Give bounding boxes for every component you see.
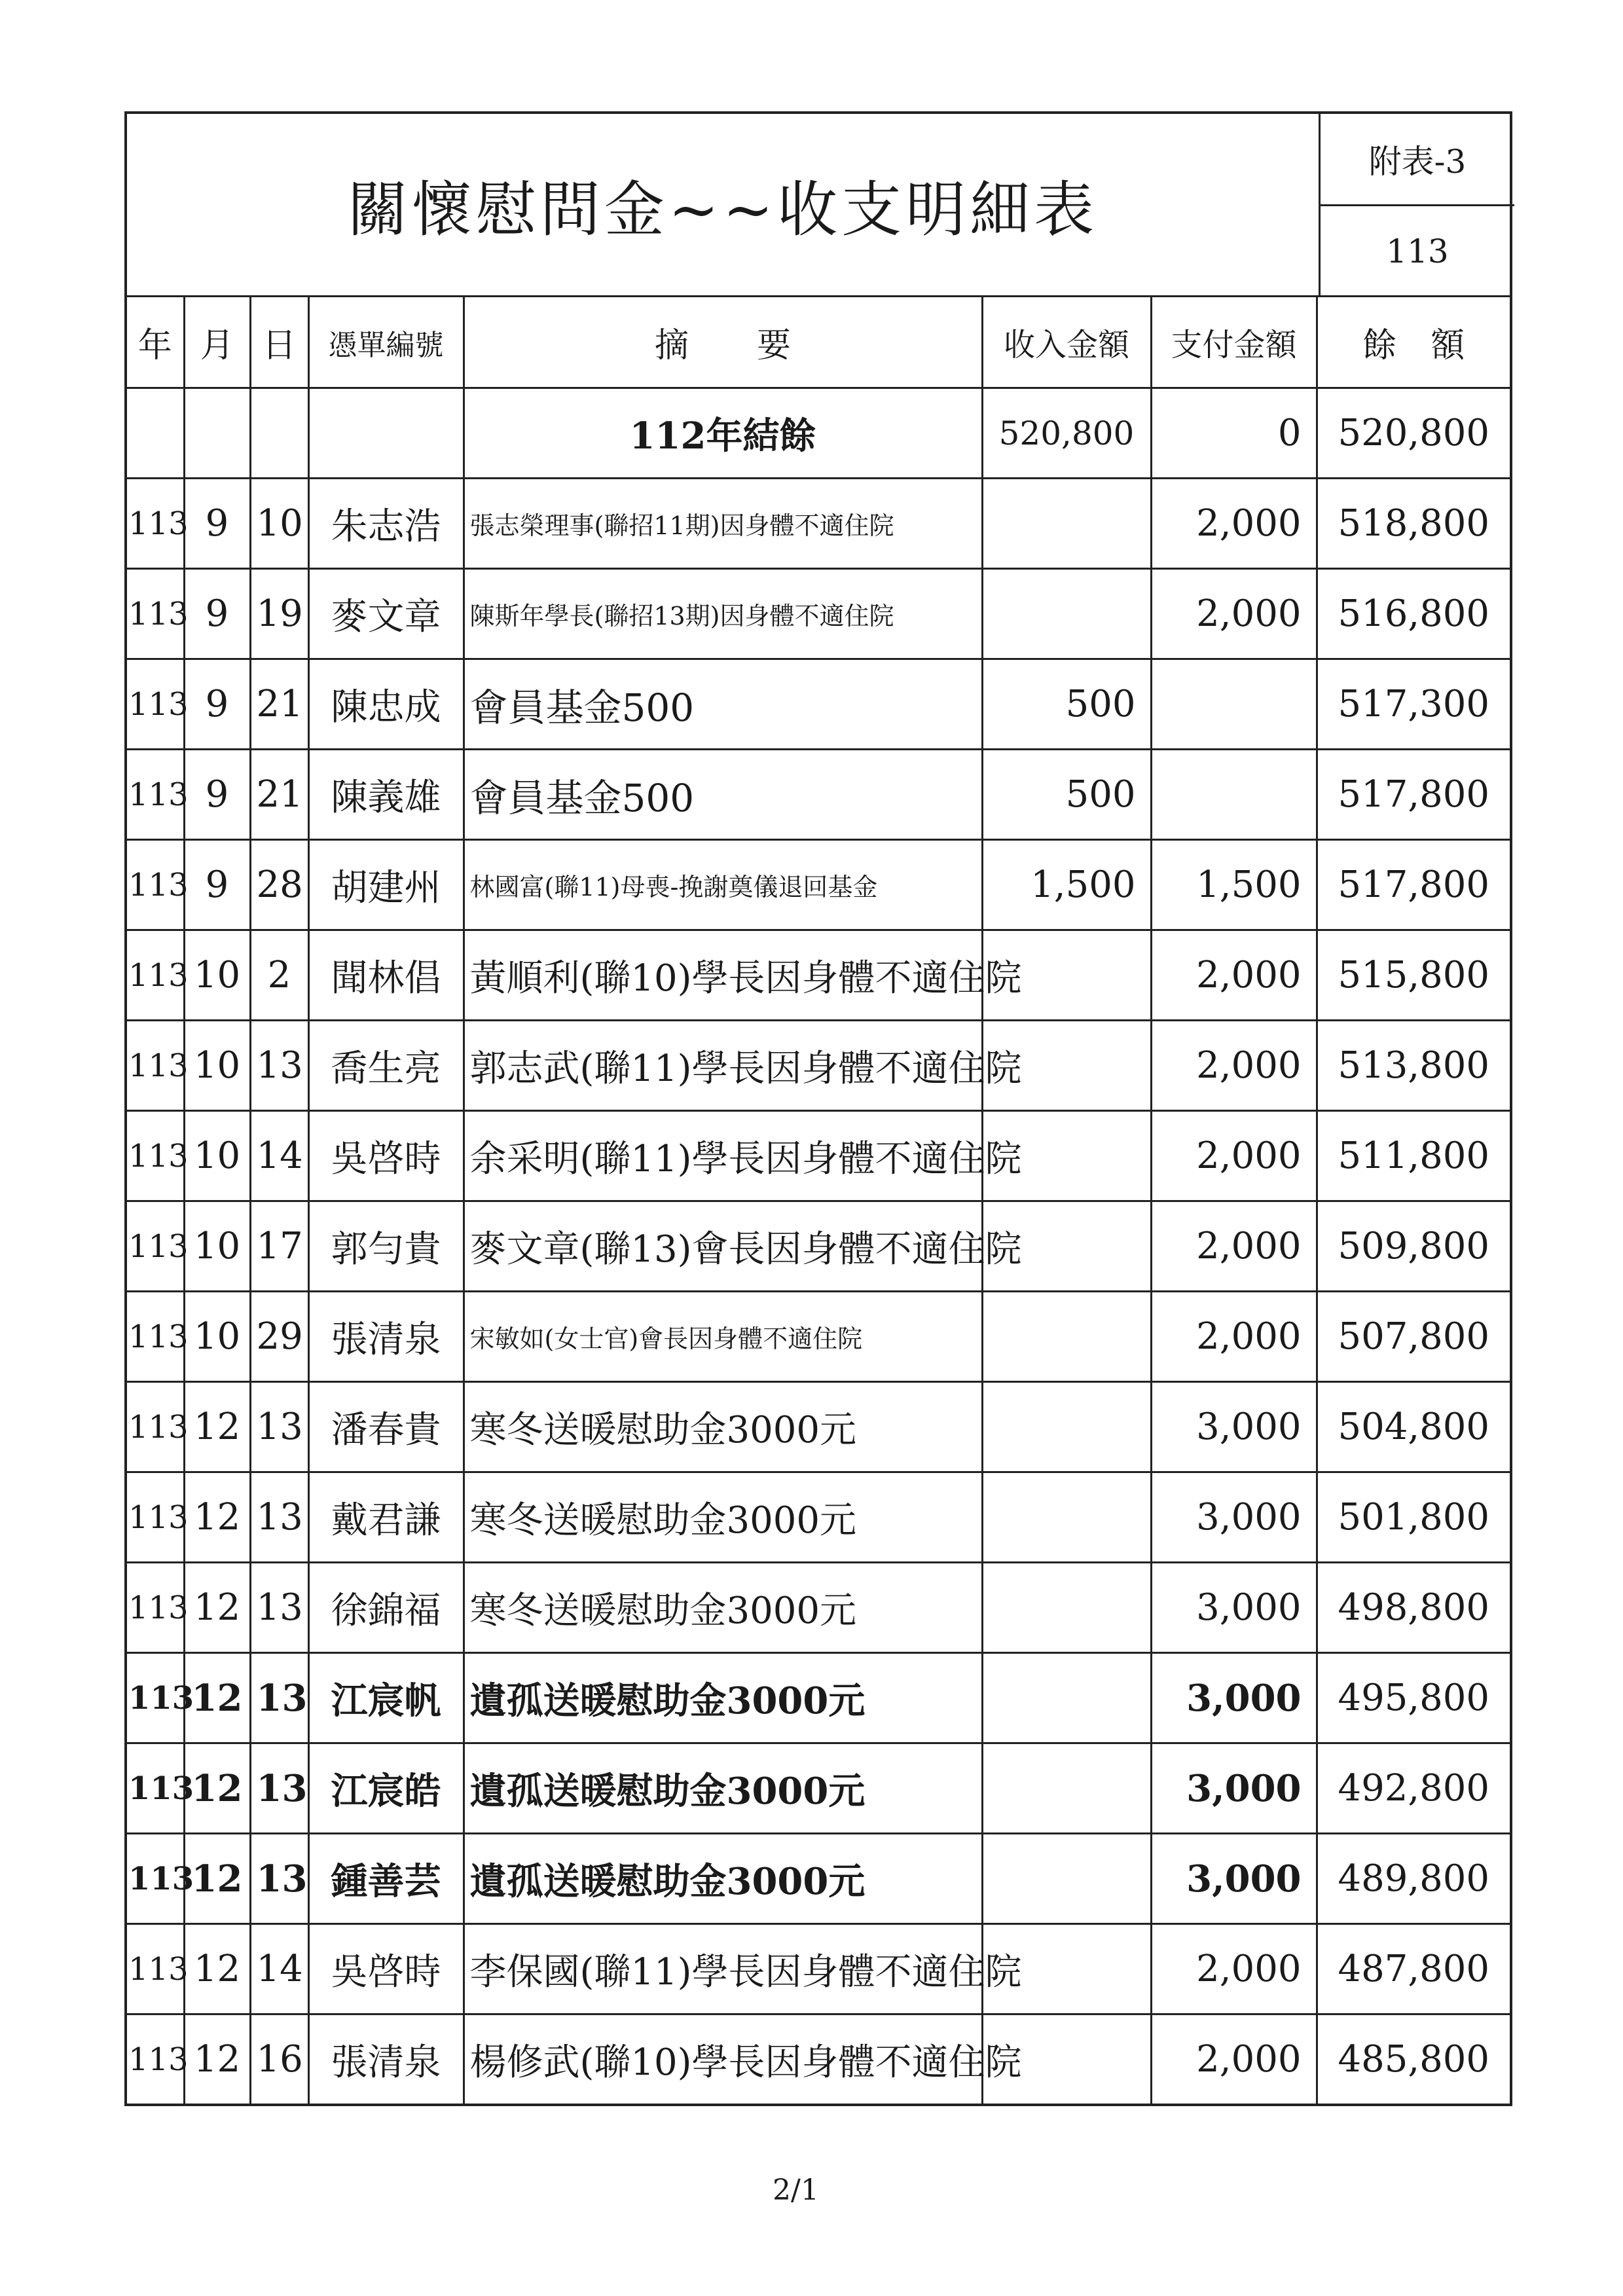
cell-expense: 2,000 [1151, 1924, 1317, 2014]
ledger-grid [127, 297, 1510, 2104]
cell-month: 9 [184, 750, 250, 840]
cell-voucher-name: 戴君謙 [308, 1472, 464, 1563]
header-month: 月 [184, 297, 250, 388]
cell-balance: 485,800 [1317, 2014, 1510, 2104]
cell-summary: 遺孤送暖慰助金3000元 [464, 1834, 982, 1924]
cell-month: 10 [184, 1292, 250, 1382]
header-balance: 餘 額 [1317, 297, 1510, 388]
cell-expense [1151, 750, 1317, 840]
table-row [127, 479, 1510, 569]
cell-income [982, 1382, 1151, 1472]
cell-summary: 林國富(聯11)母喪-挽謝奠儀退回基金 [464, 840, 982, 930]
table-row [127, 1111, 1510, 1201]
cell-voucher-name: 張清泉 [308, 1292, 464, 1382]
cell-expense: 3,000 [1151, 1743, 1317, 1834]
cell-balance: 517,800 [1317, 750, 1510, 840]
cell-voucher-name: 陳忠成 [308, 659, 464, 750]
cell-summary: 郭志武(聯11)學長因身體不適住院 [464, 1021, 982, 1111]
cell-summary: 李保國(聯11)學長因身體不適住院 [464, 1924, 982, 2014]
cell-day: 13 [250, 1743, 308, 1834]
cell-balance: 509,800 [1317, 1201, 1510, 1292]
cell-year: 113 [127, 840, 184, 930]
cell-expense: 1,500 [1151, 840, 1317, 930]
cell-balance: 515,800 [1317, 930, 1510, 1021]
cell-year: 113 [127, 1924, 184, 2014]
cell-voucher-name: 胡建州 [308, 840, 464, 930]
cell-year: 113 [127, 1563, 184, 1653]
cell-summary: 寒冬送暖慰助金3000元 [464, 1563, 982, 1653]
cell-summary: 會員基金500 [464, 659, 982, 750]
carry-forward-summary: 112年結餘 [464, 388, 982, 479]
table-row [127, 1834, 1510, 1924]
cell-year: 113 [127, 1021, 184, 1111]
cell-expense: 2,000 [1151, 569, 1317, 659]
table-row [127, 1472, 1510, 1563]
cell-month: 12 [184, 2014, 250, 2104]
cell-year: 113 [127, 1834, 184, 1924]
cell-voucher-name: 喬生亮 [308, 1021, 464, 1111]
header-row [127, 297, 1510, 388]
cell-day: 2 [250, 930, 308, 1021]
cell-income [982, 1653, 1151, 1743]
cell-balance: 517,800 [1317, 840, 1510, 930]
cell-voucher-name: 郭勻貴 [308, 1201, 464, 1292]
cell-income [982, 1743, 1151, 1834]
cell-income [982, 1292, 1151, 1382]
cell-voucher-name: 江宸帆 [308, 1653, 464, 1743]
cell-balance: 516,800 [1317, 569, 1510, 659]
cell-income [982, 479, 1151, 569]
table-row [127, 1021, 1510, 1111]
cell-day: 21 [250, 750, 308, 840]
cell-year: 113 [127, 1472, 184, 1563]
cell-summary: 黃順利(聯10)學長因身體不適住院 [464, 930, 982, 1021]
cell-day: 13 [250, 1382, 308, 1472]
cell-voucher-name: 吳啓時 [308, 1924, 464, 2014]
attachment-label: 附表-3 [1321, 114, 1514, 206]
table-row [127, 569, 1510, 659]
cell-month: 10 [184, 1201, 250, 1292]
cell-year: 113 [127, 750, 184, 840]
table-row [127, 1653, 1510, 1743]
cell-summary: 宋敏如(女士官)會長因身體不適住院 [464, 1292, 982, 1382]
cell-year: 113 [127, 1743, 184, 1834]
cell-day: 14 [250, 1111, 308, 1201]
page-title: 關懷慰問金~~收支明細表 [347, 174, 1099, 245]
title-row [127, 114, 1510, 297]
cell-voucher-name: 潘春貴 [308, 1382, 464, 1472]
cell-summary: 張志榮理事(聯招11期)因身體不適住院 [464, 479, 982, 569]
cell-balance: 492,800 [1317, 1743, 1510, 1834]
cell-expense: 3,000 [1151, 1382, 1317, 1472]
cell-balance: 511,800 [1317, 1111, 1510, 1201]
carry-forward-balance: 520,800 [1317, 388, 1510, 479]
header-day: 日 [250, 297, 308, 388]
cell-summary: 遺孤送暖慰助金3000元 [464, 1653, 982, 1743]
attachment-box [1319, 114, 1514, 295]
carry-forward-expense: 0 [1151, 388, 1317, 479]
cell-day: 29 [250, 1292, 308, 1382]
cell-balance: 513,800 [1317, 1021, 1510, 1111]
cell-month: 10 [184, 1111, 250, 1201]
cell-month: 10 [184, 1021, 250, 1111]
cell-day: 13 [250, 1563, 308, 1653]
cell-expense: 3,000 [1151, 1834, 1317, 1924]
cell-balance: 498,800 [1317, 1563, 1510, 1653]
cell-day: 19 [250, 569, 308, 659]
cell-voucher-name: 聞林倡 [308, 930, 464, 1021]
cell-month: 12 [184, 1563, 250, 1653]
cell-expense: 3,000 [1151, 1563, 1317, 1653]
table-row [127, 659, 1510, 750]
table-row [127, 930, 1510, 1021]
cell-expense: 2,000 [1151, 1201, 1317, 1292]
cell-year: 113 [127, 479, 184, 569]
header-expense: 支付金額 [1151, 297, 1317, 388]
cell-month: 12 [184, 1382, 250, 1472]
cell-expense: 3,000 [1151, 1653, 1317, 1743]
cell-balance: 504,800 [1317, 1382, 1510, 1472]
cell-income [982, 569, 1151, 659]
cell-day: 10 [250, 479, 308, 569]
cell-income: 500 [982, 750, 1151, 840]
cell-year: 113 [127, 2014, 184, 2104]
cell-month: 12 [184, 1834, 250, 1924]
cell-month: 10 [184, 930, 250, 1021]
cell-voucher-name: 吳啓時 [308, 1111, 464, 1201]
cell-summary: 陳斯年學長(聯招13期)因身體不適住院 [464, 569, 982, 659]
cell-month: 9 [184, 659, 250, 750]
cell-year: 113 [127, 1382, 184, 1472]
cell-day: 13 [250, 1021, 308, 1111]
table-row [127, 2014, 1510, 2104]
cell-balance: 495,800 [1317, 1653, 1510, 1743]
cell-summary: 會員基金500 [464, 750, 982, 840]
cell-voucher-name: 朱志浩 [308, 479, 464, 569]
cell-month: 9 [184, 569, 250, 659]
cell-expense [1151, 659, 1317, 750]
cell-day: 13 [250, 1653, 308, 1743]
cell-year: 113 [127, 930, 184, 1021]
ledger-table [124, 111, 1512, 2106]
cell-balance: 487,800 [1317, 1924, 1510, 2014]
table-row [127, 750, 1510, 840]
header-summary: 摘 要 [464, 297, 982, 388]
cell-voucher-name: 鍾善芸 [308, 1834, 464, 1924]
cell-income: 500 [982, 659, 1151, 750]
cell-month: 12 [184, 1472, 250, 1563]
cell-balance: 501,800 [1317, 1472, 1510, 1563]
table-row [127, 1292, 1510, 1382]
table-row [127, 840, 1510, 930]
cell-expense: 2,000 [1151, 479, 1317, 569]
cell-month: 12 [184, 1924, 250, 2014]
cell-month: 9 [184, 479, 250, 569]
cell-balance: 518,800 [1317, 479, 1510, 569]
table-row [127, 1382, 1510, 1472]
cell-income [982, 1834, 1151, 1924]
table-row [127, 1743, 1510, 1834]
cell-day: 13 [250, 1472, 308, 1563]
table-row [127, 1201, 1510, 1292]
cell-summary: 麥文章(聯13)會長因身體不適住院 [464, 1201, 982, 1292]
cell-balance: 489,800 [1317, 1834, 1510, 1924]
cell-year: 113 [127, 1201, 184, 1292]
cell-month: 12 [184, 1653, 250, 1743]
cell-day: 17 [250, 1201, 308, 1292]
cell-day: 16 [250, 2014, 308, 2104]
cell-expense: 2,000 [1151, 1292, 1317, 1382]
cell-day: 13 [250, 1834, 308, 1924]
table-row [127, 1563, 1510, 1653]
cell-voucher-name: 徐錦福 [308, 1563, 464, 1653]
cell-year: 113 [127, 1653, 184, 1743]
cell-summary: 遺孤送暖慰助金3000元 [464, 1743, 982, 1834]
cell-day: 14 [250, 1924, 308, 2014]
cell-summary: 寒冬送暖慰助金3000元 [464, 1472, 982, 1563]
cell-year: 113 [127, 569, 184, 659]
cell-expense: 2,000 [1151, 1021, 1317, 1111]
cell-day: 21 [250, 659, 308, 750]
cell-income [982, 1472, 1151, 1563]
table-row [127, 1924, 1510, 2014]
header-year: 年 [127, 297, 184, 388]
cell-summary: 余采明(聯11)學長因身體不適住院 [464, 1111, 982, 1201]
cell-expense: 2,000 [1151, 930, 1317, 1021]
carry-forward-income: 520,800 [982, 388, 1151, 479]
cell-voucher-name: 江宸皓 [308, 1743, 464, 1834]
cell-year: 113 [127, 1111, 184, 1201]
year-label: 113 [1386, 232, 1449, 270]
header-income: 收入金額 [982, 297, 1151, 388]
page-number: 2/1 [773, 2174, 819, 2207]
cell-voucher-name: 陳義雄 [308, 750, 464, 840]
cell-balance: 517,300 [1317, 659, 1510, 750]
carry-forward-row [127, 388, 1510, 479]
cell-expense: 2,000 [1151, 1111, 1317, 1201]
cell-summary: 寒冬送暖慰助金3000元 [464, 1382, 982, 1472]
cell-voucher-name: 麥文章 [308, 569, 464, 659]
cell-balance: 507,800 [1317, 1292, 1510, 1382]
cell-summary: 楊修武(聯10)學長因身體不適住院 [464, 2014, 982, 2104]
cell-year: 113 [127, 659, 184, 750]
cell-month: 9 [184, 840, 250, 930]
cell-expense: 3,000 [1151, 1472, 1317, 1563]
header-voucher: 憑單編號 [308, 297, 464, 388]
cell-expense: 2,000 [1151, 2014, 1317, 2104]
cell-income [982, 1563, 1151, 1653]
cell-income: 1,500 [982, 840, 1151, 930]
cell-month: 12 [184, 1743, 250, 1834]
cell-year: 113 [127, 1292, 184, 1382]
cell-voucher-name: 張清泉 [308, 2014, 464, 2104]
cell-day: 28 [250, 840, 308, 930]
